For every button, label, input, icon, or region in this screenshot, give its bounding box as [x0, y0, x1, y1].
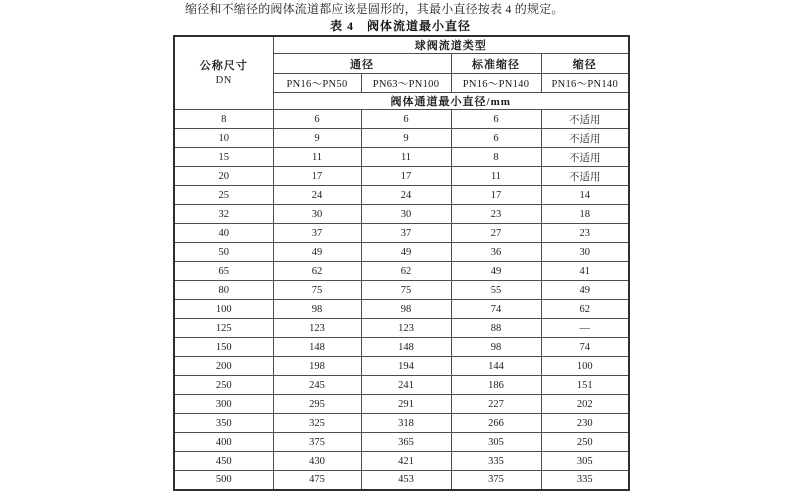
diameter-cell: 365: [361, 433, 451, 452]
diameter-cell: 9: [361, 129, 451, 148]
header-pn-range-1: PN16～PN50: [273, 74, 361, 93]
table-row: [174, 357, 629, 376]
table-caption: 表 4 阀体流道最小直径: [329, 19, 471, 33]
diameter-cell: 241: [361, 376, 451, 395]
header-pn-range-2: PN63～PN100: [361, 74, 451, 93]
diameter-cell: 9: [273, 129, 361, 148]
header-unit: 阀体通道最小直径/mm: [273, 93, 629, 110]
diameter-cell: 98: [361, 300, 451, 319]
diameter-cell: 375: [273, 433, 361, 452]
diameter-cell: 30: [541, 243, 629, 262]
dn-cell: 80: [174, 281, 273, 300]
header-nominal-size-label: 公称尺寸: [199, 60, 248, 72]
diameter-cell: 11: [273, 148, 361, 167]
diameter-cell: 不适用: [541, 110, 629, 129]
diameter-cell: 88: [451, 319, 541, 338]
diameter-cell: 49: [273, 243, 361, 262]
table-row: [174, 167, 629, 186]
diameter-cell: 17: [273, 167, 361, 186]
table-row: [174, 300, 629, 319]
header-full-bore: 通径: [273, 54, 451, 74]
diameter-cell: 194: [361, 357, 451, 376]
diameter-cell: 41: [541, 262, 629, 281]
dn-cell: 8: [174, 110, 273, 129]
dn-cell: 25: [174, 186, 273, 205]
dn-cell: 15: [174, 148, 273, 167]
header-pn-range-3: PN16～PN140: [451, 74, 541, 93]
table-row: [174, 376, 629, 395]
diameter-cell: 335: [451, 452, 541, 471]
table-row: [174, 186, 629, 205]
diameter-cell: 421: [361, 452, 451, 471]
dn-cell: 350: [174, 414, 273, 433]
diameter-cell: 36: [451, 243, 541, 262]
diameter-cell: 不适用: [541, 148, 629, 167]
diameter-cell: 24: [273, 186, 361, 205]
table-body: [174, 110, 629, 490]
diameter-cell: 18: [541, 205, 629, 224]
table-row: [174, 471, 629, 490]
diameter-cell: 335: [541, 471, 629, 490]
diameter-cell: 30: [273, 205, 361, 224]
diameter-cell: 62: [361, 262, 451, 281]
table-row: [174, 452, 629, 471]
diameter-cell: 27: [451, 224, 541, 243]
diameter-cell: 305: [451, 433, 541, 452]
dn-cell: 500: [174, 471, 273, 490]
diameter-cell: 295: [273, 395, 361, 414]
diameter-cell: 17: [451, 186, 541, 205]
diameter-cell: 17: [361, 167, 451, 186]
diameter-cell: 23: [451, 205, 541, 224]
diameter-cell: 75: [273, 281, 361, 300]
diameter-cell: 250: [541, 433, 629, 452]
diameter-cell: 14: [541, 186, 629, 205]
diameter-cell: 6: [361, 110, 451, 129]
table-row: [174, 281, 629, 300]
diameter-cell: 6: [451, 129, 541, 148]
diameter-cell: 74: [541, 338, 629, 357]
diameter-cell: 144: [451, 357, 541, 376]
dn-cell: 125: [174, 319, 273, 338]
table-row: [174, 414, 629, 433]
diameter-cell: 24: [361, 186, 451, 205]
diameter-cell: 198: [273, 357, 361, 376]
diameter-cell: 49: [361, 243, 451, 262]
diameter-cell: 37: [361, 224, 451, 243]
diameter-cell: 37: [273, 224, 361, 243]
diameter-cell: 325: [273, 414, 361, 433]
dn-cell: 10: [174, 129, 273, 148]
dn-cell: 200: [174, 357, 273, 376]
intro-paragraph: 缩径和不缩径的阀体流道都应该是圆形的，其最小直径按表 4 的规定。: [185, 2, 564, 16]
table-row: [174, 148, 629, 167]
diameter-cell: 123: [361, 319, 451, 338]
table-row: [174, 395, 629, 414]
table-row: [174, 129, 629, 148]
diameter-cell: 475: [273, 471, 361, 490]
diameter-cell: 8: [451, 148, 541, 167]
diameter-cell: 245: [273, 376, 361, 395]
diameter-cell: 62: [541, 300, 629, 319]
diameter-cell: 430: [273, 452, 361, 471]
diameter-cell: 453: [361, 471, 451, 490]
dn-cell: 150: [174, 338, 273, 357]
table-row: [174, 338, 629, 357]
diameter-cell: 75: [361, 281, 451, 300]
dn-cell: 400: [174, 433, 273, 452]
diameter-cell: 202: [541, 395, 629, 414]
diameter-cell: 6: [273, 110, 361, 129]
diameter-cell: 不适用: [541, 167, 629, 186]
table-row: [174, 319, 629, 338]
dn-cell: 20: [174, 167, 273, 186]
diameter-cell: 49: [451, 262, 541, 281]
diameter-cell: 74: [451, 300, 541, 319]
diameter-cell: 123: [273, 319, 361, 338]
table-row: [174, 110, 629, 129]
diameter-cell: 227: [451, 395, 541, 414]
diameter-cell: 11: [361, 148, 451, 167]
dn-cell: 250: [174, 376, 273, 395]
diameter-cell: 6: [451, 110, 541, 129]
min-diameter-table: [173, 35, 630, 491]
dn-cell: 40: [174, 224, 273, 243]
header-flow-type-group: 球阀流道类型: [273, 36, 629, 54]
diameter-cell: 148: [361, 338, 451, 357]
table-row: [174, 262, 629, 281]
diameter-cell: 375: [451, 471, 541, 490]
table-header: [174, 36, 629, 110]
diameter-cell: 55: [451, 281, 541, 300]
diameter-cell: 318: [361, 414, 451, 433]
diameter-cell: 230: [541, 414, 629, 433]
diameter-cell: 100: [541, 357, 629, 376]
table-row: [174, 243, 629, 262]
diameter-cell: 98: [451, 338, 541, 357]
dn-cell: 32: [174, 205, 273, 224]
diameter-cell: 62: [273, 262, 361, 281]
diameter-cell: 305: [541, 452, 629, 471]
header-nominal-size: [174, 36, 273, 110]
diameter-cell: 266: [451, 414, 541, 433]
diameter-cell: 49: [541, 281, 629, 300]
table-row: [174, 433, 629, 452]
diameter-cell: —: [541, 319, 629, 338]
dn-cell: 450: [174, 452, 273, 471]
diameter-cell: 98: [273, 300, 361, 319]
dn-cell: 50: [174, 243, 273, 262]
diameter-cell: 151: [541, 376, 629, 395]
dn-cell: 300: [174, 395, 273, 414]
dn-cell: 100: [174, 300, 273, 319]
dn-cell: 65: [174, 262, 273, 281]
header-dn-label: DN: [215, 75, 232, 86]
diameter-cell: 291: [361, 395, 451, 414]
header-reduced-bore: 缩径: [541, 54, 629, 74]
diameter-cell: 148: [273, 338, 361, 357]
diameter-cell: 30: [361, 205, 451, 224]
header-row-group: [174, 36, 629, 54]
header-standard-reduced-bore: 标准缩径: [451, 54, 541, 74]
diameter-cell: 186: [451, 376, 541, 395]
header-pn-range-4: PN16～PN140: [541, 74, 629, 93]
diameter-cell: 不适用: [541, 129, 629, 148]
table-row: [174, 224, 629, 243]
diameter-cell: 23: [541, 224, 629, 243]
table-row: [174, 205, 629, 224]
diameter-cell: 11: [451, 167, 541, 186]
